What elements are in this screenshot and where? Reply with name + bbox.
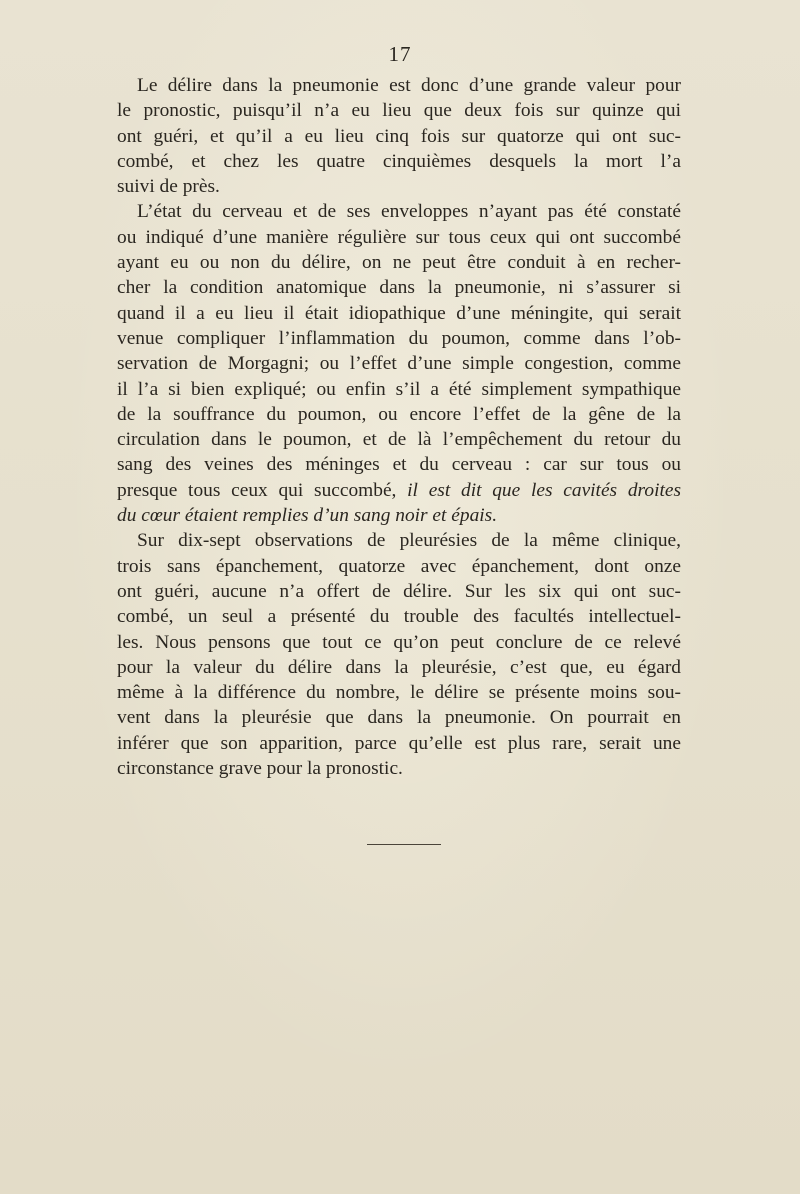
paragraph-3: [117, 528, 681, 781]
paragraph-1: [117, 73, 681, 199]
text-line: quand il a eu lieu il était idiopathique d’une méningite, qui serait: [117, 302, 681, 324]
paragraph-2: [117, 199, 681, 528]
text-line: ont guéri, et qu’il a eu lieu cinq fois sur quatorze qui ont suc-: [117, 125, 681, 147]
italic-text-line: du cœur étaient remplies d’un sang noir et épais.: [117, 505, 498, 527]
text-line: il l’a si bien expliqué; ou enfin s’il a été simplement sympathique: [117, 378, 681, 400]
italic-text-run: il est dit que les cavités droites: [407, 479, 681, 501]
text-line: ayant eu ou non du délire, on ne peut être conduit à en recher-: [117, 252, 681, 274]
text-line: vent dans la pleurésie que dans la pneumonie. On pourrait en: [117, 707, 681, 729]
text-line: venue compliquer l’inflammation du poumon, comme dans l’ob-: [117, 327, 681, 349]
text-line: Sur dix-sept observations de pleurésies de la même clinique,: [137, 530, 681, 552]
text-line: même à la différence du nombre, le délire se présente moins sou-: [117, 682, 681, 704]
page-number: 17: [388, 42, 412, 66]
text-line: L’état du cerveau et de ses enveloppes n’ayant pas été constaté: [137, 201, 681, 223]
text-line: ont guéri, aucune n’a offert de délire. Sur les six qui ont suc-: [117, 580, 681, 602]
text-line: inférer que son apparition, parce qu’elle est plus rare, serait une: [117, 732, 681, 754]
text-line: sang des veines des méninges et du cerveau : car sur tous ou: [117, 454, 681, 476]
text-line: circulation dans le poumon, et de là l’empêchement du retour du: [117, 429, 681, 451]
text-line-mixed: [117, 478, 681, 503]
text-line: le pronostic, puisqu’il n’a eu lieu que deux fois sur quinze qui: [117, 100, 681, 122]
text-line: Le délire dans la pneumonie est donc d’une grande valeur pour: [137, 75, 681, 96]
body-text: [117, 73, 681, 781]
text-line: suivi de près.: [117, 176, 220, 198]
section-divider: [367, 844, 441, 845]
text-line: combé, et chez les quatre cinquièmes desquels la mort l’a: [117, 150, 681, 172]
text-line: ou indiqué d’une manière régulière sur tous ceux qui ont succombé: [117, 226, 681, 248]
text-line: de la souffrance du poumon, ou encore l’effet de la gêne de la: [117, 403, 681, 425]
text-line: circonstance grave pour la pronostic.: [117, 758, 403, 780]
text-line: les. Nous pensons que tout ce qu’on peut conclure de ce relevé: [117, 631, 681, 653]
text-line: servation de Morgagni; ou l’effet d’une simple congestion, comme: [117, 353, 681, 375]
text-line: trois sans épanchement, quatorze avec épanchement, dont onze: [117, 555, 681, 577]
text-line: pour la valeur du délire dans la pleurésie, c’est que, eu égard: [117, 656, 681, 678]
text-line: cher la condition anatomique dans la pneumonie, ni s’assurer si: [117, 277, 681, 299]
text-line: combé, un seul a présenté du trouble des facultés intellectuel-: [117, 606, 681, 628]
text-run: presque tous ceux qui succombé,: [117, 479, 397, 501]
